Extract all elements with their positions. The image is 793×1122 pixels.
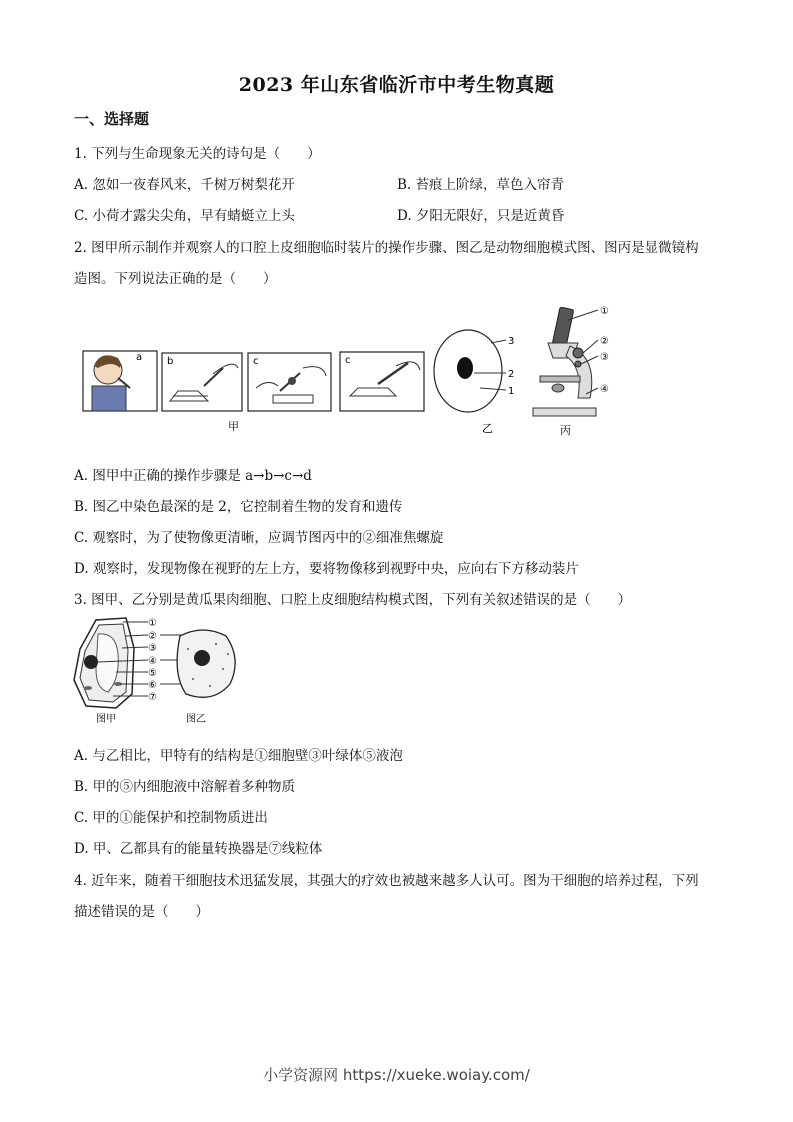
cheek-cell-diagram <box>160 630 235 697</box>
panel-c-smearing <box>248 353 331 411</box>
label-figure-yi: 图乙 <box>186 714 206 725</box>
q4-stem-line2: 描述错误的是（ ） <box>74 904 209 920</box>
q2-option-d: D. 观察时，发现物像在视野的左上方，要将物像移到视野中央，应向右下方移动装片 <box>74 561 579 577</box>
q1-option-b: B. 苔痕上阶绿，草色入帘青 <box>397 177 565 193</box>
q3-label-4: ④ <box>148 656 157 667</box>
cell-labels <box>148 618 157 703</box>
panel-a-mouth-scraping <box>83 351 157 411</box>
microscope-diagram <box>533 306 609 437</box>
q3-figure <box>68 614 248 728</box>
q2-stem-line2: 造图。下列说法正确的是（ ） <box>74 271 277 287</box>
q3-option-a: A. 与乙相比，甲特有的结构是①细胞壁③叶绿体⑤液泡 <box>74 748 403 764</box>
q3-option-c: C. 甲的①能保护和控制物质进出 <box>74 810 268 826</box>
label-bing: 丙 <box>560 424 571 437</box>
label-figure-jia: 图甲 <box>96 714 116 725</box>
scope-label-2: ② <box>600 336 609 347</box>
q3-stem: 3. 图甲、乙分别是黄瓜果肉细胞、口腔上皮细胞结构模式图，下列有关叙述错误的是（ ） <box>74 592 632 608</box>
q1-option-a: A. 忽如一夜春风来，千树万树梨花开 <box>74 177 295 193</box>
section-heading: 一、选择题 <box>74 110 150 128</box>
cell-label-1: 1 <box>508 386 515 397</box>
q1-option-c: C. 小荷才露尖尖角，早有蜻蜓立上头 <box>74 208 295 224</box>
panel-label-a: a <box>136 352 143 363</box>
panel-label-b: b <box>167 356 174 367</box>
q3-label-7: ⑦ <box>148 692 157 703</box>
scope-label-1: ① <box>600 306 609 317</box>
q2-figure <box>78 298 638 443</box>
panel-label-d: c <box>345 355 351 366</box>
q2-option-a: A. 图甲中正确的操作步骤是 a→b→c→d <box>74 468 312 484</box>
cell-label-3: 3 <box>508 336 515 347</box>
scope-label-3: ③ <box>600 352 609 363</box>
q3-option-b: B. 甲的⑤内细胞液中溶解着多种物质 <box>74 779 296 795</box>
q3-label-5: ⑤ <box>148 668 157 679</box>
q4-stem-line1: 4. 近年来，随着干细胞技术迅猛发展，其强大的疗效也被越来越多人认可。图为干细胞的培养过程，下列 <box>74 873 699 889</box>
q1-stem: 1. 下列与生命现象无关的诗句是（ ） <box>74 146 321 162</box>
q3-label-2: ② <box>148 631 157 642</box>
cell-label-2: 2 <box>508 369 515 380</box>
animal-cell-diagram <box>434 330 514 435</box>
q2-option-b: B. 图乙中染色最深的是 2，它控制着生物的发育和遗传 <box>74 499 403 515</box>
label-jia: 甲 <box>228 420 239 433</box>
q1-option-d: D. 夕阳无限好，只是近黄昏 <box>397 208 565 224</box>
q3-label-6: ⑥ <box>148 680 157 691</box>
label-yi: 乙 <box>482 422 493 435</box>
panel-label-c: c <box>253 356 259 367</box>
panel-d-staining <box>340 352 424 411</box>
q3-option-d: D. 甲、乙都具有的能量转换器是⑦线粒体 <box>74 841 323 857</box>
q2-stem-line1: 2. 图甲所示制作并观察人的口腔上皮细胞临时装片的操作步骤、图乙是动物细胞模式图、图丙是显微镜构 <box>74 240 699 256</box>
q3-label-1: ① <box>148 618 157 629</box>
scope-label-4: ④ <box>600 384 609 395</box>
page-title: 2023 年山东省临沂市中考生物真题 <box>238 74 555 96</box>
plant-cell-diagram <box>74 618 148 708</box>
q3-label-3: ③ <box>148 643 157 654</box>
footer-watermark: 小学资源网 https://xueke.woiay.com/ <box>263 1066 530 1084</box>
q2-option-c: C. 观察时，为了使物像更清晰，应调节图丙中的②细准焦螺旋 <box>74 530 444 546</box>
panel-b-dropping <box>162 353 242 411</box>
